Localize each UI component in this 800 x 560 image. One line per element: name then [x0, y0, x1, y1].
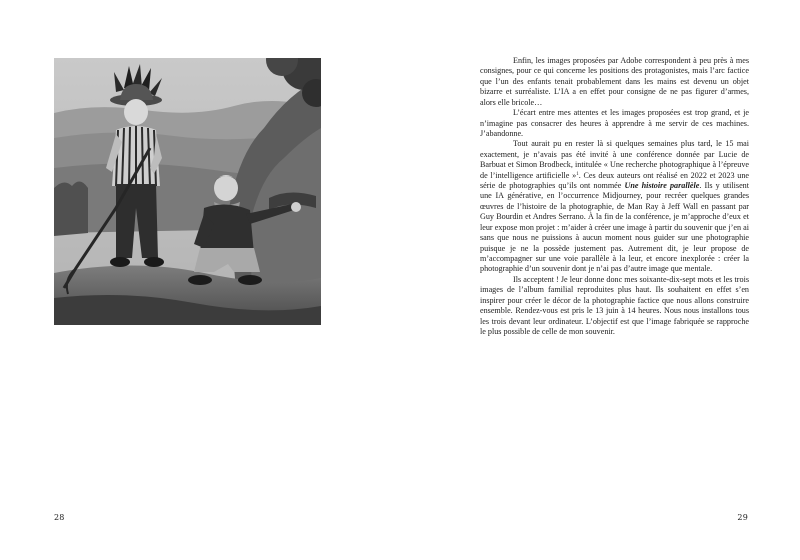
paragraph-4: Ils acceptent ! Je leur donne donc mes soixante-dix-sept mots et les trois images de l’album familial reproduites plus haut. Ils souhaitent en effet s’en inspirer pour créer le décor de la photographie factice que nous allons construire ensemble. Rendez-vous est pris le 13 juin à 14 heures. Nous nous installons tous les trois devant leur ordinateur. L’objectif est que l’image fabriquée se rapproche le plus possible de celle de mon souvenir.: [480, 274, 749, 336]
footnote-marker: 1: [576, 171, 579, 177]
paragraph-3-text-before: Tout aurait pu en rester là si quelques semaines plus tard, le 15 mai exactement, je n’avais pas été invité à une conférence donnée par Lucie de Barbuat et Simon Brodbeck, intitulée « Une recherche photographique à l’épreuve de l’intelligence artificielle »: [480, 139, 749, 180]
body-text: [480, 56, 749, 337]
right-page: [400, 0, 800, 560]
paragraph-1: Enfin, les images proposées par Adobe correspondent à peu près à mes consignes, pour ce qui concerne les positions des protagonistes, mais l’arc factice que l’un des enfants tenait probablement dans les mains est devenu un objet bizarre et surréaliste. L’IA a en effet pour consigne de ne pas figurer d’armes, alors elle bricole…: [480, 56, 749, 107]
paragraph-2: L’écart entre mes attentes et les images proposées est trop grand, et je n’imagine pas consacrer des heures à apprendre à me servir de ces machines. J’abandonne.: [480, 108, 749, 138]
page-number-left: 28: [54, 513, 65, 522]
paragraph-3-text-middle: . Ces deux auteurs ont réalisé en 2022 et 2023 une série de photographies qu’ils ont nommée: [480, 170, 749, 191]
work-title: Une histoire parallèle: [624, 181, 700, 191]
page-number-right: 29: [737, 513, 748, 522]
photograph-illustration: [54, 58, 321, 325]
paragraph-3: [480, 139, 749, 274]
paragraph-3-text-after: . Ils y utilisent une IA générative, en l’occurrence Midjourney, pour recréer quelques grandes œuvres de l’histoire de la photographie, de Man Ray à Jeff Wall en passant par Guy Bourdin et Andres Serrano. À la fin de la conférence, je m’approche d’eux et leur expose mon projet : m’aider à créer une image à partir du souvenir que j’en ai sans que nous ne puissions à aucun moment nous guider sur une photographie puisque je ne la possède justement pas. Autrement dit, je leur propose de m’accompagner sur une voie parallèle à la leur, et encore inexplorée : créer la photographie d’un souvenir dont je n’ai pas d’autre image que mentale.: [480, 181, 750, 274]
photograph-two-children: [54, 58, 321, 325]
